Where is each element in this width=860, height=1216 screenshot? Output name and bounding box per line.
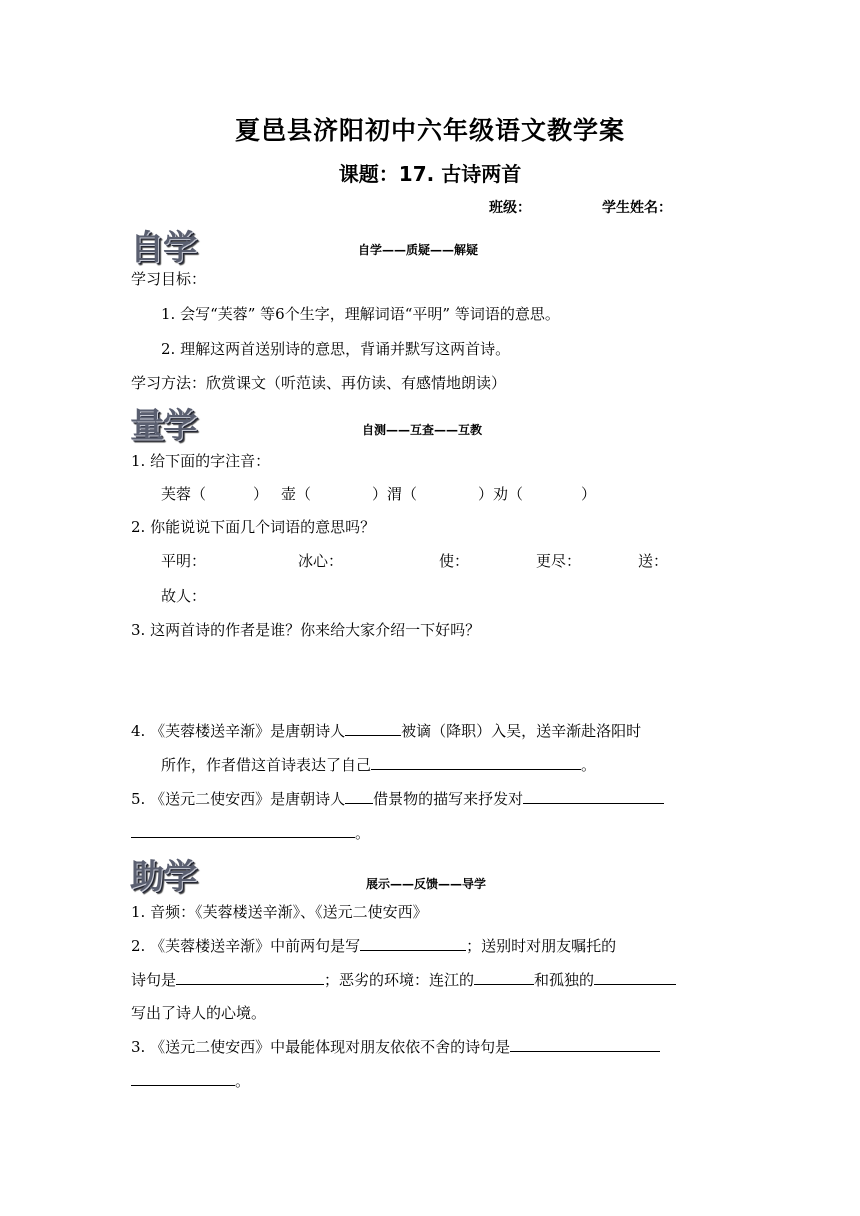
class-label: 班级： (489, 200, 531, 216)
word-bingxin: 冰心： (298, 552, 344, 570)
zhuxue-q2-text-c: 诗句是 (131, 971, 177, 989)
q1-paren-close-last: ） (581, 485, 597, 503)
q4-blank-feeling[interactable] (371, 755, 581, 770)
zixue-badge: 自学 (130, 228, 196, 268)
liangxue-heading: 自测——互查——互教 (362, 423, 483, 437)
q5-blank-a[interactable] (523, 789, 664, 804)
q2-meaning: 2. 你能说说下面几个词语的意思吗？ (131, 518, 376, 536)
zhuxue-q3-blank-a[interactable] (510, 1037, 660, 1052)
word-pingming: 平明： (161, 552, 207, 570)
zhuxue-q1: 1. 音频：《芙蓉楼送辛渐》、《送元二使安西》 (131, 903, 428, 921)
zhuxue-q2-text-b: ；送别时对朋友嘱托的 (466, 937, 617, 955)
q1-pinyin: 1. 给下面的字注音： (131, 452, 271, 470)
q4-blank-poet[interactable] (345, 721, 401, 736)
q4-text-c: 所作，作者借这首诗表达了自己 (161, 756, 372, 774)
q1-item-furong: 芙蓉（ (161, 485, 207, 503)
q4-text-a: 4. 《芙蓉楼送辛渐》是唐朝诗人 (131, 722, 346, 740)
q4-line2 (161, 754, 596, 775)
school-title: 夏邑县济阳初中六年级语文教学案 (234, 116, 625, 145)
q1-item-quan: ）劝（ (478, 485, 524, 503)
zhuxue-q2-line1 (131, 935, 616, 956)
zhuxue-q2-blank-c[interactable] (474, 970, 534, 985)
word-shi: 使： (439, 552, 470, 570)
word-guren: 故人： (161, 587, 207, 605)
student-name-label: 学生姓名： (602, 200, 672, 216)
zixue-heading: 自学——质疑——解疑 (358, 243, 479, 257)
zhuxue-q2-blank-b[interactable] (176, 970, 324, 985)
zhuxue-q3-period: 。 (235, 1072, 251, 1090)
lesson-title: 课题：17. 古诗两首 (338, 162, 522, 186)
q1-item-hu: 壶（ (281, 485, 312, 503)
word-song: 送： (638, 552, 669, 570)
goal-2: 2. 理解这两首送别诗的意思，背诵并默写这两首诗。 (161, 340, 511, 358)
zhuxue-q3-blank-b[interactable] (131, 1071, 235, 1086)
zhuxue-q3-line2 (131, 1070, 250, 1091)
goal-label: 学习目标： (131, 270, 207, 288)
q5-text-b: 借景物的描写来抒发对 (373, 790, 524, 808)
q1-paren-close: ） (253, 485, 269, 503)
q3-author: 3. 这两首诗的作者是谁？你来给大家介绍一下好吗？ (131, 621, 481, 639)
word-gengjin: 更尽： (536, 552, 582, 570)
zhuxue-heading: 展示——反馈——导学 (366, 877, 487, 891)
q5-period: 。 (355, 824, 371, 842)
study-method: 学习方法：欣赏课文（听范读、再仿读、有感情地朗读） (131, 374, 507, 392)
zhuxue-q2-text-a: 2. 《芙蓉楼送辛渐》中前两句是写 (131, 937, 361, 955)
zhuxue-q3-text-a: 3. 《送元二使安西》中最能体现对朋友依依不舍的诗句是 (131, 1038, 511, 1056)
q1-item-wei: ）渭（ (372, 485, 418, 503)
q5-line1 (131, 788, 664, 809)
q4-line1 (131, 720, 641, 741)
zhuxue-q2-text-e: 和孤独的 (534, 971, 595, 989)
q5-line2 (131, 822, 370, 843)
zhuxue-q3-line1 (131, 1036, 660, 1057)
zhuxue-q2-line2 (131, 969, 676, 990)
q5-blank-b[interactable] (131, 823, 355, 838)
zhuxue-q2-text-d: ；恶劣的环境：连江的 (324, 971, 475, 989)
q5-text-a: 5. 《送元二使安西》是唐朝诗人 (131, 790, 346, 808)
q4-text-b: 被谪（降职）入吴，送辛渐赴洛阳时 (401, 722, 642, 740)
q5-blank-poet[interactable] (345, 789, 373, 804)
goal-1: 1. 会写“芙蓉” 等6个生字，理解词语“平明” 等词语的意思。 (161, 305, 560, 323)
zhuxue-q2-blank-a[interactable] (360, 936, 466, 951)
liangxue-badge: 量学 (130, 406, 196, 446)
zhuxue-badge: 助学 (130, 857, 196, 897)
q4-period: 。 (581, 756, 597, 774)
zhuxue-q2-blank-d[interactable] (594, 970, 676, 985)
zhuxue-q2-line3: 写出了诗人的心境。 (131, 1004, 267, 1022)
